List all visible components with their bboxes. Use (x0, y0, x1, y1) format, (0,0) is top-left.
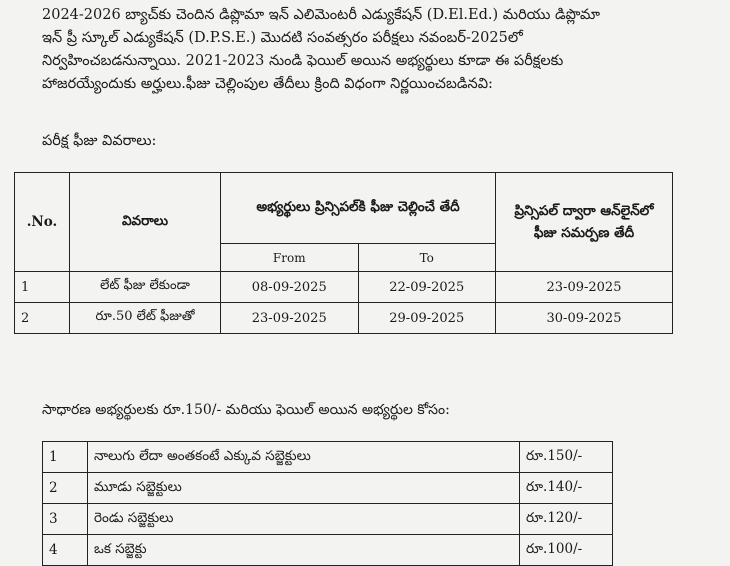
cell-fee: రూ.100/- (520, 535, 613, 566)
cell-to: 29-09-2025 (358, 303, 496, 334)
cell-sno: 1 (15, 272, 70, 303)
intro-line: నిర్వహించబడనున్నాయి. 2021-2023 నుండి ఫెయిల్ అయిన అభ్యర్థులు కూడా ఈ పరీక్షలకు (42, 53, 564, 69)
subject-fee-table (42, 441, 613, 566)
cell-online: 23-09-2025 (496, 272, 673, 303)
col-header-sno: .No. (15, 173, 70, 272)
cell-fee: రూ.120/- (520, 504, 613, 535)
intro-paragraph (42, 4, 682, 96)
col-header-details: వివరాలు (70, 173, 221, 272)
cell-online: 30-09-2025 (496, 303, 673, 334)
table-row (43, 442, 613, 473)
cell-details: లేట్ ఫీజు లేకుండా (70, 272, 221, 303)
cell-from: 08-09-2025 (221, 272, 359, 303)
cell-details: రూ.50 లేట్ ఫీజుతో (70, 303, 221, 334)
cell-details: మూడు సబ్జెక్టులు (88, 473, 520, 504)
cell-to: 22-09-2025 (358, 272, 496, 303)
table-row (43, 535, 613, 566)
fee-details-heading: పరీక్ష ఫీజు వివరాలు: (42, 133, 157, 149)
cell-sno: 1 (43, 442, 88, 473)
cell-details: ఒక సబ్జెక్టు (88, 535, 520, 566)
intro-line: 2024-2026 బ్యాచ్‌కు చెందిన డిప్లొమా ఇన్ ఎలిమెంటరీ ఎడ్యుకేషన్ (D.El.Ed.) మరియు డిప్లొమా (42, 7, 600, 23)
subject-fee-heading: సాధారణ అభ్యర్థులకు రూ.150/- మరియు ఫెయిల్ అయిన అభ్యర్థుల కోసం: (42, 402, 450, 418)
col-header-candidate-date: అభ్యర్థులు ప్రిన్సిపల్‌కి ఫీజు చెల్లించే తేదీ (221, 173, 496, 244)
table-row (43, 504, 613, 535)
col-header-principal-date: ప్రిన్సిపల్ ద్వారా ఆన్‌లైన్‌లో ఫీజు సమర్పణ తేదీ (496, 173, 673, 272)
cell-details: నాలుగు లేదా అంతకంటే ఎక్కువ సబ్జెక్టులు (88, 442, 520, 473)
intro-line: హాజరయ్యేందుకు అర్హులు.ఫీజు చెల్లింపుల తేదీలు క్రింది విధంగా నిర్ణయించబడినవి: (42, 76, 493, 92)
cell-sno: 3 (43, 504, 88, 535)
cell-sno: 2 (43, 473, 88, 504)
table-row (43, 473, 613, 504)
cell-fee: రూ.150/- (520, 442, 613, 473)
table-row (15, 272, 673, 303)
cell-sno: 4 (43, 535, 88, 566)
col-header-to: To (358, 244, 496, 272)
cell-from: 23-09-2025 (221, 303, 359, 334)
col-header-from: From (221, 244, 359, 272)
intro-line: ఇన్ ప్రీ స్కూల్ ఎడ్యుకేషన్ (D.P.S.E.) మొదటి సంవత్సరం పరీక్షలు నవంబర్-2025లో (42, 30, 523, 46)
cell-details: రెండు సబ్జెక్టులు (88, 504, 520, 535)
table-row (15, 303, 673, 334)
fee-schedule-table (14, 172, 673, 334)
cell-sno: 2 (15, 303, 70, 334)
cell-fee: రూ.140/- (520, 473, 613, 504)
